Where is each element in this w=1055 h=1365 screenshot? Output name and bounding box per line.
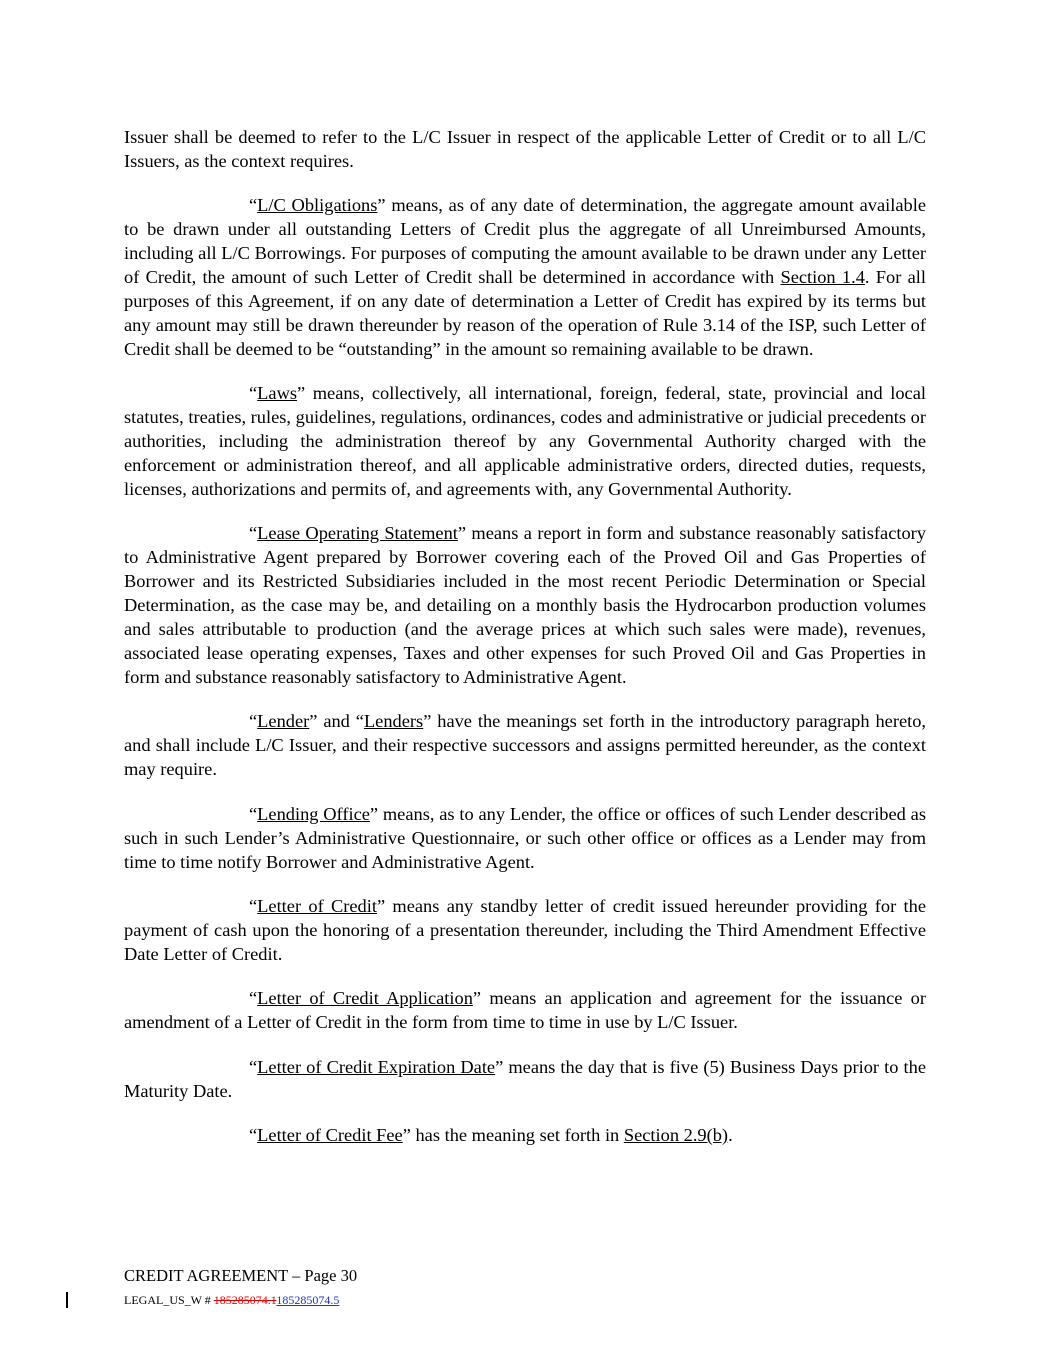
deleted-document-number: 185285074.1: [213, 1293, 277, 1307]
document-body: [124, 126, 926, 1169]
defined-term: Letter of Credit Expiration Date: [257, 1056, 496, 1077]
defined-term: Lease Operating Statement: [257, 523, 458, 544]
defined-term: Letter of Credit Fee: [257, 1125, 403, 1146]
definition-letter-of-credit-expiration-date: “Letter of Credit Expiration Date” means the day that is five (5) Business Days prior to the Maturity Date.: [124, 1056, 926, 1101]
paragraph-continuation: Issuer shall be deemed to refer to the L/C Issuer in respect of the applicable Letter of Credit or to all L/C Issuers, as the context requires.: [124, 127, 926, 171]
section-reference: Section 1.4: [780, 267, 865, 288]
definition-letter-of-credit-fee: “Letter of Credit Fee” has the meaning set forth in Section 2.9(b).: [249, 1125, 733, 1146]
definition-laws: “Laws” means, collectively, all international, foreign, federal, state, provincial and local statutes, treaties, rules, guidelines, regulations, ordinances, codes and administrative or judicial precedents or authorities, including the administration thereof by any Governmental Authority charged with the enforcement or administration thereof, and all applicable administrative orders, directed duties, requests, licenses, authorizations and permits of, and agreements with, any Governmental Authority.: [124, 383, 926, 499]
defined-term: Letter of Credit: [257, 896, 377, 917]
definition-lc-obligations: “L/C Obligations” means, as of any date of determination, the aggregate amount available to be drawn under all outstanding Letters of Credit plus the aggregate of all Unreimbursed Amounts, including all L/C Borrowings. For purposes of computing the amount available to be drawn under any Letter of Credit, the amount of such Letter of Credit shall be determined in accordance with Section 1.4. For all purposes of this Agreement, if on any date of determination a Letter of Credit has expired by its terms but any amount may still be drawn thereunder by reason of the operation of Rule 3.14 of the ISP, such Letter of Credit shall be deemed to be “outstanding” in the amount so remaining available to be drawn.: [124, 195, 927, 359]
document-id-prefix: LEGAL_US_W #: [124, 1293, 214, 1307]
definition-lending-office: “Lending Office” means, as to any Lender, the office or offices of such Lender described as such in such Lender’s Administrative Questionnaire, or such other office or offices as a Lender may from time to time notify Borrower and Administrative Agent.: [124, 803, 926, 872]
inserted-document-number: 185285074.5: [276, 1293, 340, 1307]
definition-letter-of-credit: “Letter of Credit” means any standby letter of credit issued hereunder providing for the payment of cash upon the honoring of a presentation thereunder, including the Third Amendment Effective Date Letter of Credit.: [124, 896, 926, 964]
defined-term: Lenders: [363, 711, 424, 732]
defined-term: Lender: [257, 711, 310, 732]
definition-lender: “Lender” and “Lenders” have the meanings set forth in the introductory paragraph hereto, and shall include L/C Issuer, and their respective successors and assigns permitted hereunder, as the context may require.: [124, 711, 927, 780]
page-label: CREDIT AGREEMENT – Page 30: [124, 1266, 358, 1285]
defined-term: Lending Office: [257, 803, 370, 824]
section-reference: Section 2.9(b): [623, 1125, 729, 1146]
page-footer: [124, 1266, 357, 1308]
defined-term: L/C Obligations: [257, 195, 378, 216]
definition-letter-of-credit-application: “Letter of Credit Application” means an application and agreement for the issuance or amendment of a Letter of Credit in the form from time to time in use by L/C Issuer.: [124, 988, 926, 1033]
defined-term: Laws: [257, 383, 298, 404]
document-id: [124, 1292, 357, 1308]
definition-lease-operating-statement: “Lease Operating Statement” means a report in form and substance reasonably satisfactory to Administrative Agent prepared by Borrower covering each of the Proved Oil and Gas Properties of Borrower and its Restricted Subsidiaries included in the most recent Periodic Determination or Special Determination, as the case may be, and detailing on a monthly basis the Hydrocarbon production volumes and sales attributable to production (and the average prices at which such sales were made), revenues, associated lease operating expenses, Taxes and other expenses for such Proved Oil and Gas Properties in form and substance reasonably satisfactory to Administrative Agent.: [124, 523, 927, 687]
defined-term: Letter of Credit Application: [257, 988, 473, 1009]
revision-change-bar: [66, 1292, 68, 1308]
